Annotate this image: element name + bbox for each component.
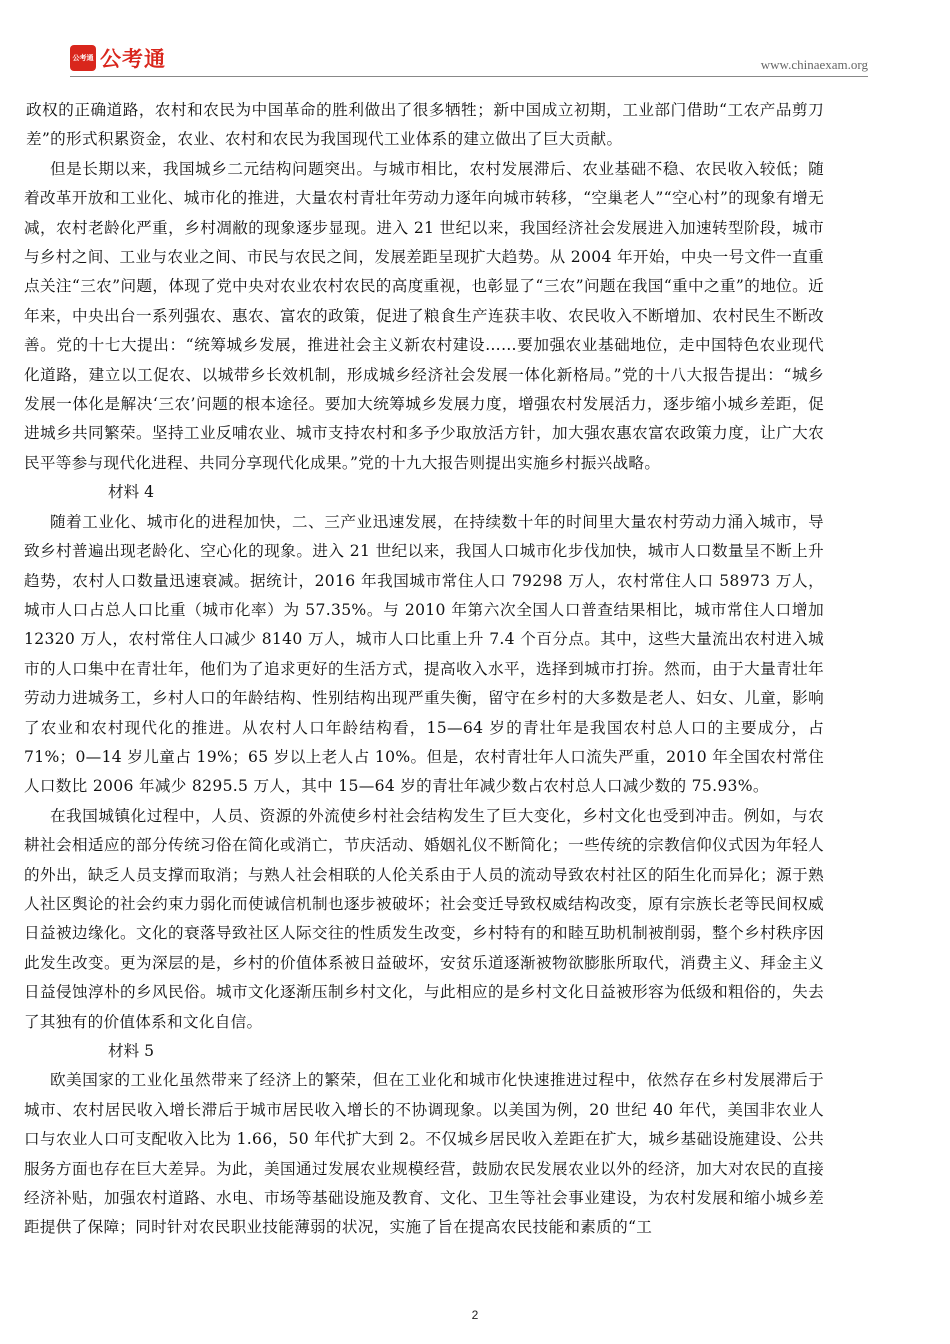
brand-logo[interactable] <box>70 44 166 72</box>
paragraph-urban-rural-dual-structure: 但是长期以来，我国城乡二元结构问题突出。与城市相比，农村发展滞后、农业基础不稳、农民收入较低；随着改革开放和工业化、城市化的推进，大量农村青壮年劳动力逐年向城市转移，“空巢老人”“空心村”的现象有增无减，农村老龄化严重，乡村凋敝的现象逐步显现。进入 21 世纪以来，我国经济社会发展进入加速转型阶段，城市与乡村之间、工业与农业之间、市民与农民之间，发展差距呈现扩大趋势。从 2004 年开始，中央一号文件一直重点关注“三农”问题，体现了党中央对农业农村农民的高度重视，也彰显了“三农”问题在我国“重中之重”的地位。近年来，中央出台一系列强农、惠农、富农的政策，促进了粮食生产连获丰收、农民收入不断增加、农村民生不断改善。党的十七大提出：“统筹城乡发展，推进社会主义新农村建设……要加强农业基础地位，走中国特色农业现代化道路，建立以工促农、以城带乡长效机制，形成城乡经济社会发展一体化新格局。”党的十八大报告提出：“城乡发展一体化是解决‘三农’问题的根本途径。要加大统筹城乡发展力度，增强农村发展活力，逐步缩小城乡差距，促进城乡共同繁荣。坚持工业反哺农业、城市支持农村和多予少取放活方针，加大强农惠农富农政策力度，让广大农民平等参与现代化进程、共同分享现代化成果。”党的十九大报告则提出实施乡村振兴战略。 <box>24 159 824 472</box>
logo-badge-icon: 公考通 <box>70 45 96 71</box>
logo-text: 公考通 <box>100 47 166 71</box>
material-4-label: 材料 4 <box>108 483 155 502</box>
paragraph-population-statistics: 随着工业化、城市化的进程加快，二、三产业迅速发展，在持续数十年的时间里大量农村劳动力涌入城市，导致乡村普遍出现老龄化、空心化的现象。进入 21 世纪以来，我国人口城市化步伐加快，城市人口数量呈不断上升趋势，农村人口数量迅速衰减。据统计，2016 年我国城市常住人口 79298 万人，农村常住人口 58973 万人，城市人口占总人口比重（城市化率）为 57.35%。与 2010 年第六次全国人口普查结果相比，城市常住人口增加 12320 万人，农村常住人口减少 8140 万人，城市人口比重上升 7.4 个百分点。其中，这些大量流出农村进入城市的人口集中在青壮年，他们为了追求更好的生活方式，提高收入水平，选择到城市打拚。然而，由于大量青壮年劳动力进城务工，乡村人口的年龄结构、性别结构出现严重失衡，留守在乡村的大多数是老人、妇女、儿童，影响了农业和农村现代化的推进。从农村人口年龄结构看，15—64 岁的青壮年是我国农村总人口的主要成分，占 71%；0—14 岁儿童占 19%；65 岁以上老人占 10%。但是，农村青壮年人口流失严重，2010 年全国农村常住人口数比 2006 年减少 8295.5 万人，其中 15—64 岁的青壮年减少数占农村总人口减少数的 75.93%。 <box>24 512 824 796</box>
document-body <box>24 96 824 1243</box>
page-header <box>0 0 950 80</box>
paragraph-western-experience: 欧美国家的工业化虽然带来了经济上的繁荣，但在工业化和城市化快速推进过程中，依然存在乡村发展滞后于城市、农村居民收入增长滞后于城市居民收入增长的不协调现象。以美国为例，20 世纪 40 年代，美国非农业人口与农业人口可支配收入比为 1.66，50 年代扩大到 2。不仅城乡居民收入差距在扩大，城乡基础设施建设、公共服务方面也存在巨大差异。为此，美国通过发展农业规模经营，鼓励农民发展农业以外的经济，加大对农民的直接经济补贴，加强农村道路、水电、市场等基础设施及教育、文化、卫生等社会事业建设，为农村发展和缩小城乡差距提供了保障；同时针对农民职业技能薄弱的状况，实施了旨在提高农民技能和素质的“工 <box>24 1071 824 1237</box>
page-number: 2 <box>471 1308 479 1322</box>
header-divider <box>70 76 868 77</box>
paragraph-rural-culture: 在我国城镇化过程中，人员、资源的外流使乡村社会结构发生了巨大变化，乡村文化也受到冲击。例如，与农耕社会相适应的部分传统习俗在简化或消亡，节庆活动、婚姻礼仪不断简化；一些传统的宗教信仰仪式因为年轻人的外出，缺乏人员支撑而取消；与熟人社会相联的人伦关系由于人员的流动导致农村社区的陌生化而异化；源于熟人社区舆论的社会约束力弱化而使诚信机制也逐步被破坏；社会变迁导致权威结构改变，原有宗族长老等民间权威日益被边缘化。文化的衰落导致社区人际交往的性质发生改变，乡村特有的和睦互助机制被削弱，整个乡村秩序因此发生改变。更为深层的是，乡村的价值体系被日益破坏，安贫乐道逐渐被物欲膨胀所取代，消费主义、拜金主义日益侵蚀淳朴的乡风民俗。城市文化逐渐压制乡村文化，与此相应的是乡村文化日益被形容为低级和粗俗的，失去了其独有的价值体系和文化自信。 <box>24 806 824 1031</box>
site-url[interactable]: www.chinaexam.org <box>760 57 868 72</box>
paragraph-continuation: 政权的正确道路，农村和农民为中国革命的胜利做出了很多牺牲；新中国成立初期，工业部门借助“工农产品剪刀差”的形式积累资金，农业、农村和农民为我国现代工业体系的建立做出了巨大贡献。 <box>26 101 824 149</box>
material-5-label: 材料 5 <box>108 1042 155 1060</box>
